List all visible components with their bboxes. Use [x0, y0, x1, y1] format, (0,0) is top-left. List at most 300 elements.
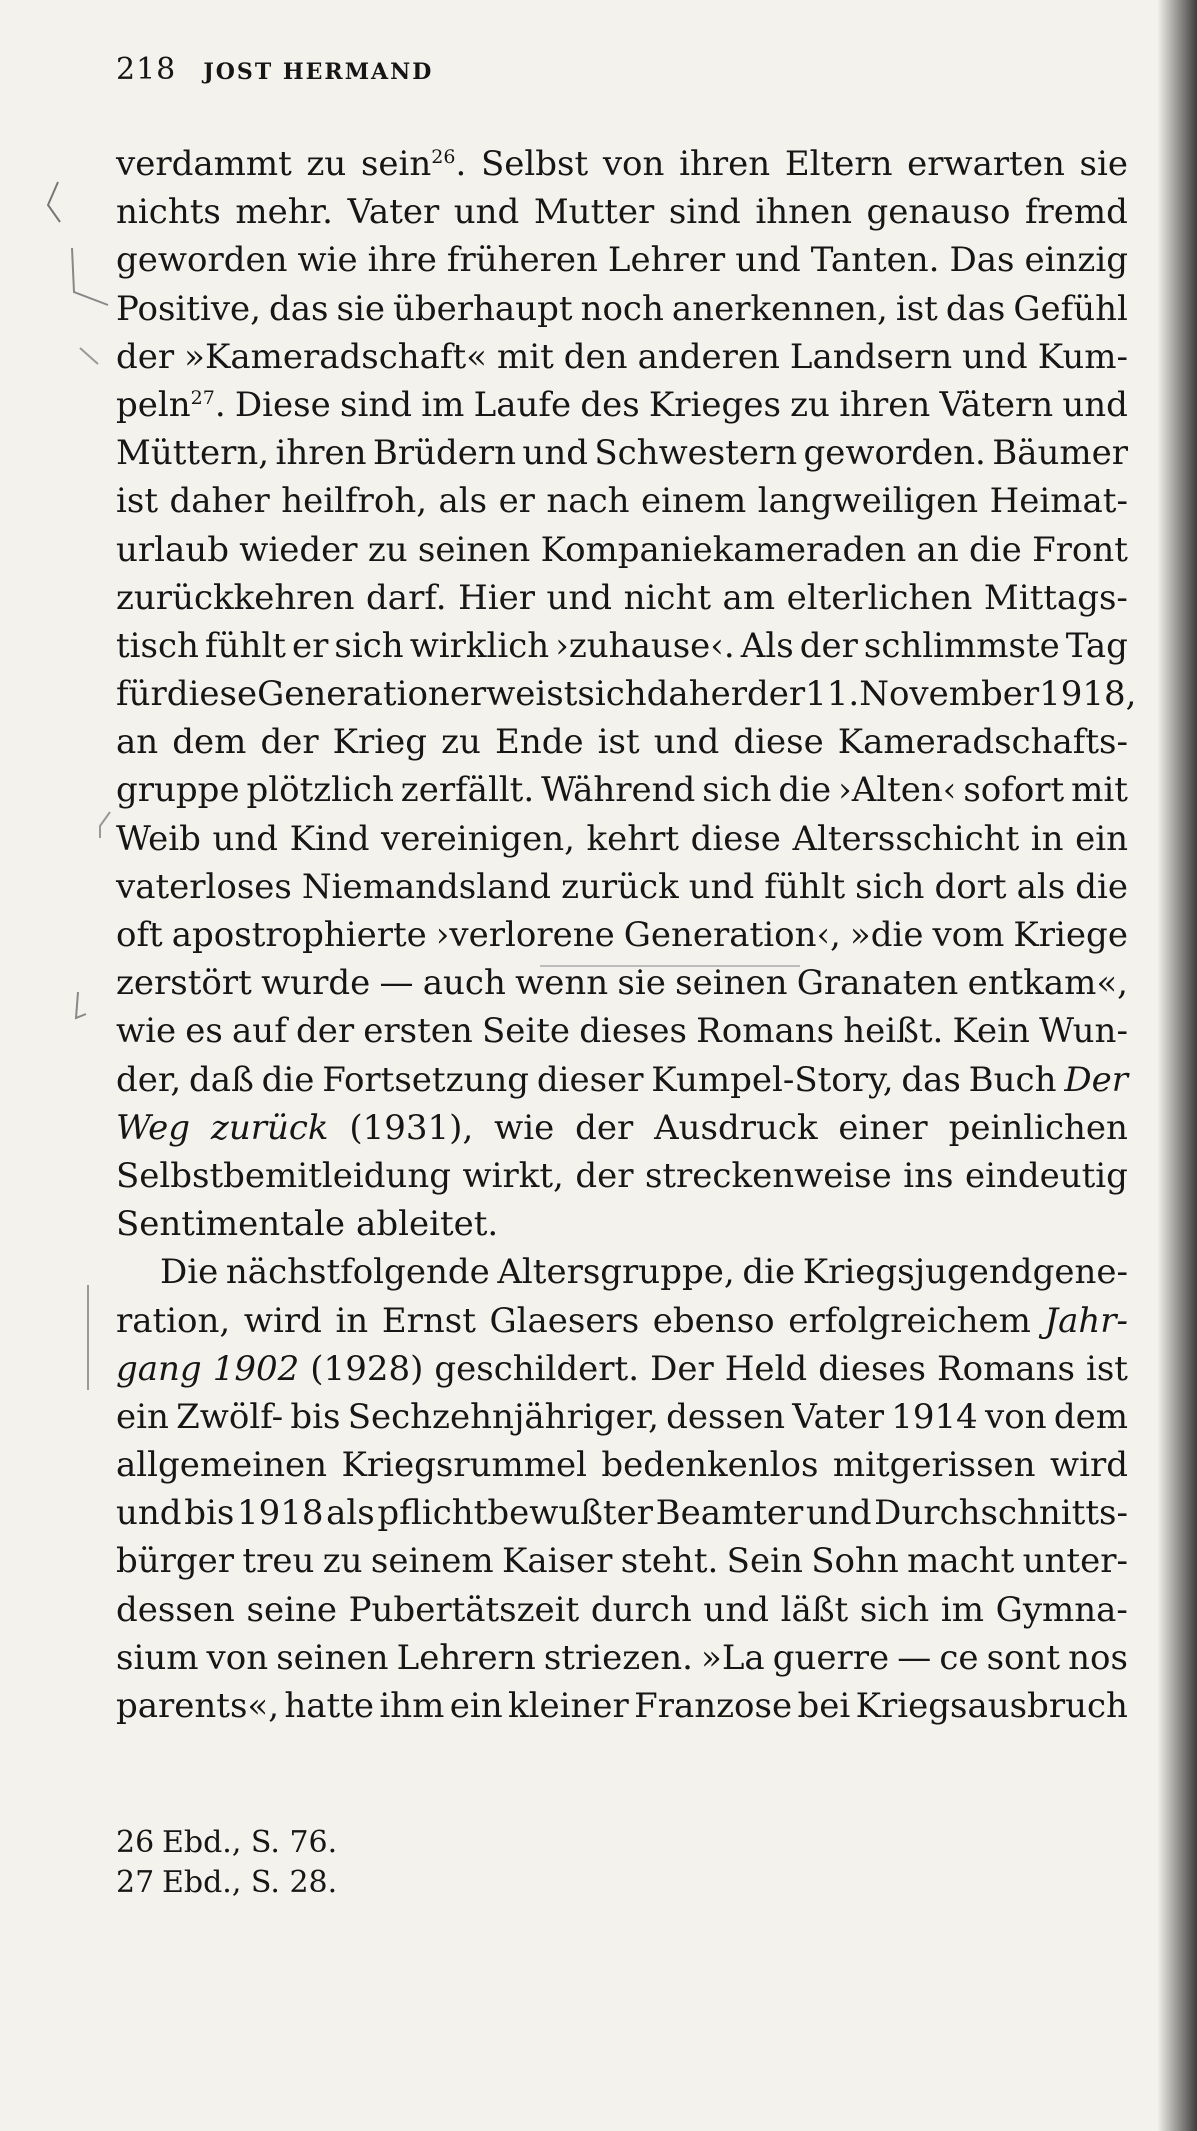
- word: zurück: [561, 866, 679, 907]
- word: als: [326, 1493, 375, 1534]
- book-title: [1044, 1297, 1128, 1345]
- word: zerfällt.: [400, 770, 535, 811]
- word: genauso: [866, 192, 1011, 233]
- word: Generation: [257, 674, 450, 715]
- word: früheren: [446, 240, 598, 281]
- word: dessen: [666, 1396, 785, 1437]
- word: Als: [740, 625, 794, 666]
- word: Beamter: [655, 1493, 804, 1534]
- word: striezen.: [543, 1637, 693, 1678]
- word: bedenkenlos: [601, 1445, 819, 1486]
- word: ein: [116, 1396, 169, 1437]
- word: wie: [494, 1107, 555, 1148]
- word: Altersgruppe,: [497, 1252, 735, 1293]
- footnote-ref: 26: [431, 146, 456, 168]
- word: Müttern,: [116, 433, 270, 474]
- footnote-text: Ebd., S. 28.: [162, 1865, 338, 1900]
- word: Wun-: [1039, 1011, 1128, 1052]
- word: sich: [859, 1589, 930, 1630]
- text-line: [116, 333, 1128, 381]
- word: die: [261, 1059, 315, 1100]
- book-title: [116, 1104, 190, 1152]
- word: »La: [701, 1637, 765, 1678]
- word: treu: [242, 1541, 315, 1582]
- word: Landsern: [789, 336, 953, 377]
- word: überhaupt: [393, 288, 573, 329]
- word: zu: [441, 722, 481, 763]
- word: einzig: [1024, 240, 1128, 281]
- text-line: [116, 911, 1128, 959]
- word: wirkt,: [462, 1155, 564, 1196]
- word: und: [962, 336, 1028, 377]
- word: bis: [184, 1493, 235, 1534]
- word: ihren: [275, 433, 367, 474]
- word: urlaub: [116, 529, 229, 570]
- word: ce: [939, 1637, 979, 1678]
- word: streckenweise: [644, 1155, 892, 1196]
- word: daher: [646, 674, 747, 715]
- word: zurückkehren: [116, 577, 355, 618]
- word: 11.: [805, 674, 860, 715]
- word: Mutter: [533, 192, 655, 233]
- word: mit: [496, 336, 554, 377]
- word: Gymna-: [995, 1589, 1128, 1630]
- word: dieser: [536, 1059, 644, 1100]
- word: und: [116, 1493, 182, 1534]
- word: wie: [297, 240, 358, 281]
- text-line: [116, 815, 1128, 863]
- margin-pencil-mark: [80, 348, 98, 364]
- text-line: [116, 429, 1128, 477]
- word: peinlichen: [948, 1107, 1128, 1148]
- word: steht.: [620, 1541, 719, 1582]
- word: der: [575, 1107, 634, 1148]
- word: von: [602, 144, 665, 184]
- text-line: [116, 1393, 1128, 1441]
- word: wurde: [261, 963, 371, 1004]
- word: zu: [306, 144, 347, 184]
- word: elterlichen: [786, 577, 973, 618]
- word: fühlt: [204, 625, 286, 666]
- word: seine: [246, 1589, 337, 1630]
- word: als: [438, 481, 488, 522]
- word: geworden.: [803, 433, 986, 474]
- word: bei: [797, 1686, 851, 1726]
- word: und: [546, 577, 613, 618]
- text-line: [116, 1152, 1128, 1200]
- word: Der: [650, 1348, 714, 1389]
- text-line: [116, 1104, 1128, 1152]
- word: Heimat-: [989, 481, 1128, 522]
- word: erweist: [449, 674, 578, 715]
- word: bürger: [116, 1541, 235, 1582]
- word: macht: [907, 1541, 1015, 1582]
- word: Krieg: [332, 722, 428, 763]
- word: ihren: [679, 144, 771, 184]
- margin-pencil-mark: [100, 812, 110, 838]
- word: die: [1075, 866, 1128, 907]
- word: zu: [790, 384, 830, 425]
- word: Weg: [116, 1107, 191, 1148]
- text-line: [116, 574, 1128, 622]
- word: plötzlich: [246, 770, 394, 811]
- word: Granaten: [796, 963, 959, 1004]
- word: das: [269, 288, 329, 329]
- word: pflichtbewußter: [377, 1493, 653, 1534]
- word: Kompaniekameraden: [540, 529, 907, 570]
- word: erfolgreichem: [788, 1300, 1031, 1341]
- word: heilfroh,: [281, 481, 428, 522]
- word: wirklich: [409, 625, 550, 666]
- word: Schwestern: [594, 433, 798, 474]
- word: Ende: [495, 722, 584, 763]
- word: wenn: [515, 963, 609, 1004]
- word: wird: [243, 1300, 322, 1341]
- word: Kriege: [1013, 915, 1128, 955]
- word: Altersschicht: [792, 818, 1020, 859]
- word: nach: [546, 481, 630, 522]
- text-line: [116, 1200, 1128, 1248]
- word: November: [859, 674, 1040, 715]
- word: dieses: [818, 1348, 926, 1389]
- text-line: [116, 766, 1128, 814]
- word: einer: [838, 1107, 928, 1148]
- word: wird: [1050, 1445, 1128, 1486]
- word: Ausdruck: [654, 1107, 818, 1148]
- word: Mittags-: [983, 577, 1128, 618]
- word: zerstört: [116, 963, 252, 1004]
- page-number: 218: [116, 52, 177, 87]
- word: sind: [340, 384, 412, 425]
- text-line: [116, 1056, 1128, 1104]
- word: seinem: [370, 1541, 494, 1582]
- punctuation: .: [455, 144, 467, 184]
- word: 1902: [212, 1348, 300, 1389]
- word: »Kameradschaft«: [184, 336, 487, 377]
- footnote-number: 27: [116, 1865, 155, 1900]
- word: sofort: [963, 770, 1065, 811]
- word: diese: [690, 818, 781, 859]
- word: zurück: [210, 1107, 329, 1148]
- word: Seite: [481, 1011, 571, 1052]
- word: seinen: [276, 1637, 389, 1678]
- word: Weib: [116, 818, 201, 859]
- word: vereinigen,: [381, 818, 575, 859]
- word: an: [916, 529, 959, 570]
- word: erwarten: [907, 144, 1065, 184]
- book-title: [211, 1104, 329, 1152]
- word: fühlt: [764, 866, 846, 907]
- word: durch: [590, 1589, 692, 1630]
- word: und: [212, 818, 279, 859]
- word: zu: [322, 1541, 363, 1582]
- word: und: [805, 1493, 872, 1534]
- word: geworden: [116, 240, 288, 281]
- word: parents«,: [116, 1686, 280, 1726]
- word: ist: [116, 481, 158, 522]
- word: Niemandsland: [301, 866, 552, 907]
- word: Lehrer: [607, 240, 726, 281]
- word: die: [778, 770, 832, 811]
- text-line: [116, 959, 1128, 1007]
- word: Der: [1064, 1059, 1128, 1100]
- word: sein: [360, 144, 432, 184]
- word: Tag: [1065, 625, 1128, 666]
- word: ›verlorene: [435, 915, 615, 955]
- footnotes: [116, 1823, 337, 1903]
- word: kleiner: [508, 1686, 629, 1726]
- text-line: [116, 1634, 1128, 1682]
- word: Vater: [347, 192, 440, 233]
- word: als: [1016, 866, 1066, 907]
- word: dem: [1053, 1396, 1128, 1437]
- word: läßt: [780, 1589, 849, 1630]
- word: des: [580, 384, 640, 425]
- word: fremd: [1024, 192, 1128, 233]
- word: Bäumer: [992, 433, 1128, 474]
- word: Sohn: [811, 1541, 899, 1582]
- text-line: [116, 1007, 1128, 1055]
- word: von: [206, 1637, 269, 1678]
- word: die: [969, 529, 1022, 570]
- word: er: [291, 625, 329, 666]
- word: und: [703, 1589, 769, 1630]
- word: 1914: [891, 1396, 978, 1437]
- word: verdammt: [116, 144, 292, 184]
- word: sie: [336, 288, 385, 329]
- word: Glaesers: [489, 1300, 640, 1341]
- word: anderen: [637, 336, 780, 377]
- word: Front: [1032, 529, 1128, 570]
- word: kehrt: [586, 818, 680, 859]
- word: Während: [541, 770, 696, 811]
- footnote: [116, 1863, 337, 1903]
- word: und: [453, 192, 520, 233]
- word: —: [897, 1637, 932, 1678]
- word: Krieges: [648, 384, 781, 425]
- word: vom: [932, 915, 1005, 955]
- word: Lehrern: [396, 1637, 536, 1678]
- word: Buch: [968, 1059, 1057, 1100]
- word: 1918: [236, 1493, 324, 1534]
- word: sie: [1079, 144, 1128, 184]
- word: Jahr-: [1044, 1300, 1128, 1341]
- word: schlimmste: [863, 625, 1060, 666]
- word: ist: [895, 288, 938, 329]
- word: einem: [640, 481, 747, 522]
- text-line: [116, 1537, 1128, 1585]
- word: die: [742, 1252, 796, 1293]
- word: Sentimentale: [116, 1204, 346, 1245]
- text-line: [116, 863, 1128, 911]
- word: seinen: [675, 963, 788, 1004]
- word: Kein: [952, 1011, 1030, 1052]
- word: Ernst: [381, 1300, 476, 1341]
- text-line: [116, 1682, 1128, 1730]
- word: »die: [849, 915, 924, 955]
- word: der: [295, 1011, 355, 1052]
- word: der: [799, 625, 858, 666]
- word: nos: [1068, 1637, 1128, 1678]
- word: nichts: [116, 192, 221, 233]
- word: Hier: [458, 577, 535, 618]
- word: (1931),: [349, 1107, 474, 1148]
- word: tisch: [116, 625, 199, 666]
- word: das: [945, 288, 1006, 329]
- running-head: JOST HERMAND: [203, 59, 434, 85]
- word: Laufe: [473, 384, 572, 425]
- word: Kriegsjugendgene-: [802, 1252, 1128, 1293]
- word: (1928): [310, 1348, 424, 1389]
- word: daher: [169, 481, 270, 522]
- margin-pencil-mark: [76, 992, 86, 1018]
- word-with-footnote: [361, 140, 466, 188]
- word: ihnen: [755, 192, 853, 233]
- word: und: [688, 866, 755, 907]
- word: nicht: [623, 577, 711, 618]
- word: sont: [986, 1637, 1061, 1678]
- word: langweiligen: [757, 481, 979, 522]
- word: Franzose: [634, 1686, 793, 1726]
- word: ›zuhause‹.: [555, 625, 735, 666]
- text-line: [116, 1345, 1128, 1393]
- word: Pubertätszeit: [348, 1589, 580, 1630]
- word: Positive,: [116, 288, 261, 329]
- word: er: [498, 481, 535, 522]
- word: anerkennen,: [671, 288, 888, 329]
- word: gruppe: [116, 770, 240, 811]
- word: ihre: [367, 240, 437, 281]
- text-line: [116, 1441, 1128, 1489]
- word: an: [116, 722, 159, 763]
- word: der,: [116, 1059, 182, 1100]
- word: ration,: [116, 1300, 231, 1341]
- word: es: [185, 1011, 223, 1052]
- word: in: [335, 1300, 369, 1341]
- word: sie: [617, 963, 666, 1004]
- word: im: [940, 1589, 984, 1630]
- word: bis: [290, 1396, 341, 1437]
- text-line: [116, 140, 1128, 188]
- word: sich: [702, 770, 772, 811]
- word: Tanten.: [810, 240, 940, 281]
- word: Kum-: [1037, 336, 1128, 377]
- text-line: [116, 1586, 1128, 1634]
- word: ersten: [363, 1011, 473, 1052]
- word: für: [116, 674, 167, 715]
- word: ins: [903, 1155, 954, 1196]
- word: —: [379, 963, 414, 1004]
- word: mit: [1071, 770, 1128, 811]
- word: noch: [580, 288, 664, 329]
- word: Das: [949, 240, 1015, 281]
- word: und: [653, 722, 720, 763]
- word: der: [575, 1155, 634, 1196]
- word: seinen: [417, 529, 531, 570]
- word: auf: [232, 1011, 287, 1052]
- word: mehr.: [235, 192, 333, 233]
- word: Held: [724, 1348, 808, 1389]
- book-title: [213, 1345, 300, 1393]
- body-text: [116, 140, 1137, 1730]
- word: Fortsetzung: [322, 1059, 530, 1100]
- book-title: [1064, 1056, 1128, 1104]
- word: daß: [189, 1059, 254, 1100]
- text-line: [116, 526, 1128, 574]
- word: den: [563, 336, 628, 377]
- word: dessen: [116, 1589, 235, 1630]
- word: allgemeinen: [116, 1445, 328, 1486]
- word: wie: [116, 1011, 177, 1052]
- word: Gefühl: [1013, 288, 1128, 329]
- text-line: [116, 1489, 1128, 1537]
- word: Zwölf-: [176, 1396, 284, 1437]
- page-edge-shadow: [1157, 0, 1197, 2131]
- word: ist: [1085, 1348, 1128, 1389]
- word: Kameradschafts-: [837, 722, 1128, 763]
- word: unter-: [1022, 1541, 1128, 1582]
- word: dort: [934, 866, 1007, 907]
- word: Durchschnitts-: [874, 1493, 1128, 1534]
- word: diese: [733, 722, 824, 763]
- margin-pencil-mark: [48, 182, 60, 222]
- word: sium: [116, 1637, 199, 1678]
- word: diese: [166, 674, 258, 715]
- word: oft: [116, 915, 163, 955]
- word: Die: [160, 1252, 219, 1293]
- word: ihm: [379, 1686, 445, 1726]
- word: hatte: [284, 1686, 375, 1726]
- word: der: [746, 674, 806, 715]
- word: am: [722, 577, 776, 618]
- word: Kumpel-Story,: [651, 1059, 894, 1100]
- word: nächstfolgende: [225, 1252, 490, 1293]
- punctuation: .: [214, 384, 226, 425]
- word: entkam«,: [967, 963, 1128, 1004]
- word: sich: [855, 866, 925, 907]
- word: Sechzehnjähriger,: [347, 1396, 659, 1437]
- word: in: [1030, 818, 1064, 859]
- word: im: [421, 384, 465, 425]
- word: Vätern: [939, 384, 1054, 425]
- footnote: [116, 1823, 337, 1863]
- word: Kriegsrummel: [341, 1445, 587, 1486]
- word: ein: [1075, 818, 1128, 859]
- word: auch: [422, 963, 506, 1004]
- word: mitgerissen: [832, 1445, 1036, 1486]
- word: apostrophierte: [171, 915, 427, 955]
- text-line: [116, 622, 1128, 670]
- word: von: [985, 1396, 1047, 1437]
- text-line: [116, 1297, 1128, 1345]
- word: der: [260, 722, 319, 763]
- word: Kind: [289, 818, 370, 859]
- word: sich: [334, 625, 404, 666]
- word: Selbst: [480, 144, 589, 184]
- text-line: [116, 285, 1128, 333]
- word: Kaiser: [501, 1541, 613, 1582]
- text-line: [116, 381, 1128, 429]
- word: guerre: [772, 1637, 890, 1678]
- word: Generation‹,: [623, 915, 841, 955]
- text-line: [116, 1248, 1128, 1296]
- word: heißt.: [843, 1011, 944, 1052]
- text-line: [116, 670, 1137, 718]
- footnote-ref: 27: [190, 386, 215, 409]
- word: Romans: [696, 1011, 835, 1052]
- word: 1918,: [1039, 674, 1137, 715]
- footnote-text: Ebd., S. 76.: [162, 1825, 338, 1860]
